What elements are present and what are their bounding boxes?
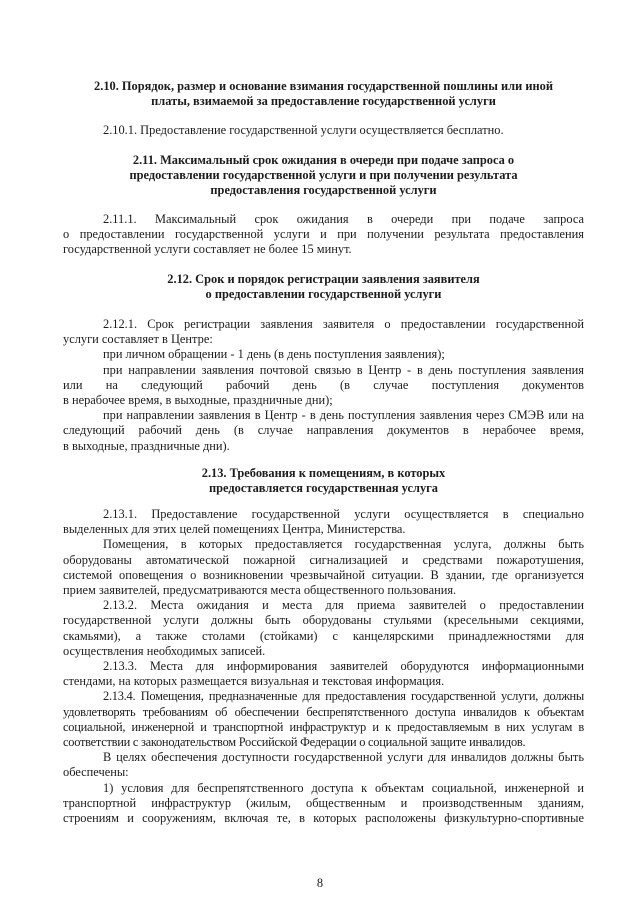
section-2-13-heading: [63, 466, 584, 496]
heading-line: платы, взимаемой за предоставление государственной услуги: [151, 94, 496, 109]
heading-line: 2.12. Срок и порядок регистрации заявления заявителя: [167, 272, 480, 286]
page-number: 8: [316, 876, 324, 890]
text-line: выделенных для этих целей помещениях Центра, Министерства.: [63, 522, 406, 537]
heading-line: о предоставлении государственной услуги: [205, 287, 442, 302]
text-line: скамьями), а также столами (стойками) с канцелярскими принадлежностями для: [63, 628, 584, 643]
text-line: в нерабочее время, в выходные, праздничные дни);: [63, 393, 333, 408]
text-line: при личном обращении - 1 день (в день поступления заявления);: [103, 347, 445, 362]
text-line: 2.13.1. Предоставление государственной услуги осуществляется в специально: [103, 507, 584, 521]
text-line: при направлении заявления в Центр - в день поступления заявления через СМЭВ или на: [103, 408, 584, 423]
text-line: осуществления необходимых записей.: [63, 643, 266, 658]
text-line: 2.13.4. Помещения, предназначенные для предоставления государственной услуги, должны: [103, 689, 584, 704]
text-line: при направлении заявления почтовой связью в Центр - в день поступления заявления: [103, 362, 584, 377]
text-line: стендами, на которых размещается визуальная и текстовая информация.: [63, 674, 445, 689]
text-line: удовлетворять требованиям об обеспечении беспрепятственного доступа инвалидов к объектам: [63, 704, 584, 719]
section-2-11-heading: [63, 153, 584, 199]
heading-line: предоставлении государственной услуги и при получении результата: [129, 168, 518, 183]
heading-line: предоставления государственной услуги: [210, 183, 437, 198]
text-line: транспортной инфраструктур (жилым, общественным и производственным зданиям,: [63, 795, 584, 810]
text-line: 2.10.1. Предоставление государственной услуги осуществляется бесплатно.: [103, 123, 504, 137]
text-line: в выходные, праздничные дни).: [63, 438, 230, 453]
text-line: строениям и сооружениям, включая те, в которых расположены физкультурно-спортивные: [63, 811, 584, 826]
paragraph-2-12-1: [63, 317, 584, 454]
text-line: о предоставлении государственной услуги и при получении результата предоставления: [63, 227, 584, 242]
heading-line: 2.10. Порядок, размер и основание взимания государственной пошлины или иной: [94, 79, 553, 93]
paragraph-2-13: [63, 507, 584, 826]
text-line: Помещения, в которых предоставляется государственная услуга, должны быть: [103, 537, 584, 552]
text-line: следующий рабочий день (в случае направления документов в нерабочее время,: [63, 423, 584, 438]
section-2-10-heading: [63, 79, 584, 109]
text-line: оборудованы автоматической пожарной сигнализацией и средствами пожаротушения,: [63, 552, 584, 567]
text-line: социальной, инженерной и транспортной инфраструктур и к предоставляемым в них услугам в: [63, 719, 584, 734]
text-line: 2.13.2. Места ожидания и места для приема заявителей о предоставлении: [103, 598, 584, 613]
text-line: государственной услуги составляет не более 15 минут.: [63, 242, 352, 257]
text-line: системой оповещения о возникновении чрезвычайной ситуации. В здании, где организуется: [63, 567, 584, 582]
text-line: 1) условия для беспрепятственного доступа к объектам социальной, инженерной и: [103, 780, 584, 795]
text-line: услуги составляет в Центре:: [63, 332, 213, 347]
text-line: соответствии с законодательством Российской Федерации о социальной защите инвалидов.: [63, 735, 526, 750]
text-line: 2.12.1. Срок регистрации заявления заявителя о предоставлении государственной: [103, 317, 584, 331]
heading-line: предоставляется государственная услуга: [209, 481, 438, 496]
paragraph-2-10-1: [63, 123, 624, 138]
text-line: государственной услуги должны быть оборудованы стульями (кресельными секциями,: [63, 613, 584, 628]
text-line: обеспечены:: [63, 765, 129, 780]
section-2-12-heading: [63, 272, 584, 302]
text-line: или на следующий рабочий день (в случае поступления документов: [63, 377, 584, 392]
paragraph-2-11-1: [63, 212, 584, 258]
text-line: В целях обеспечения доступности государственной услуги для инвалидов должны быть: [103, 750, 584, 765]
heading-line: 2.13. Требования к помещениям, в которых: [201, 466, 446, 480]
text-line: прием заявителей, предусматриваются места общественного пользования.: [63, 583, 457, 598]
text-line: 2.11.1. Максимальный срок ожидания в очереди при подаче запроса: [103, 212, 584, 226]
heading-line: 2.11. Максимальный срок ожидания в очереди при подаче запроса о: [132, 153, 515, 167]
text-line: 2.13.3. Места для информирования заявителей оборудуются информационными: [103, 659, 584, 674]
